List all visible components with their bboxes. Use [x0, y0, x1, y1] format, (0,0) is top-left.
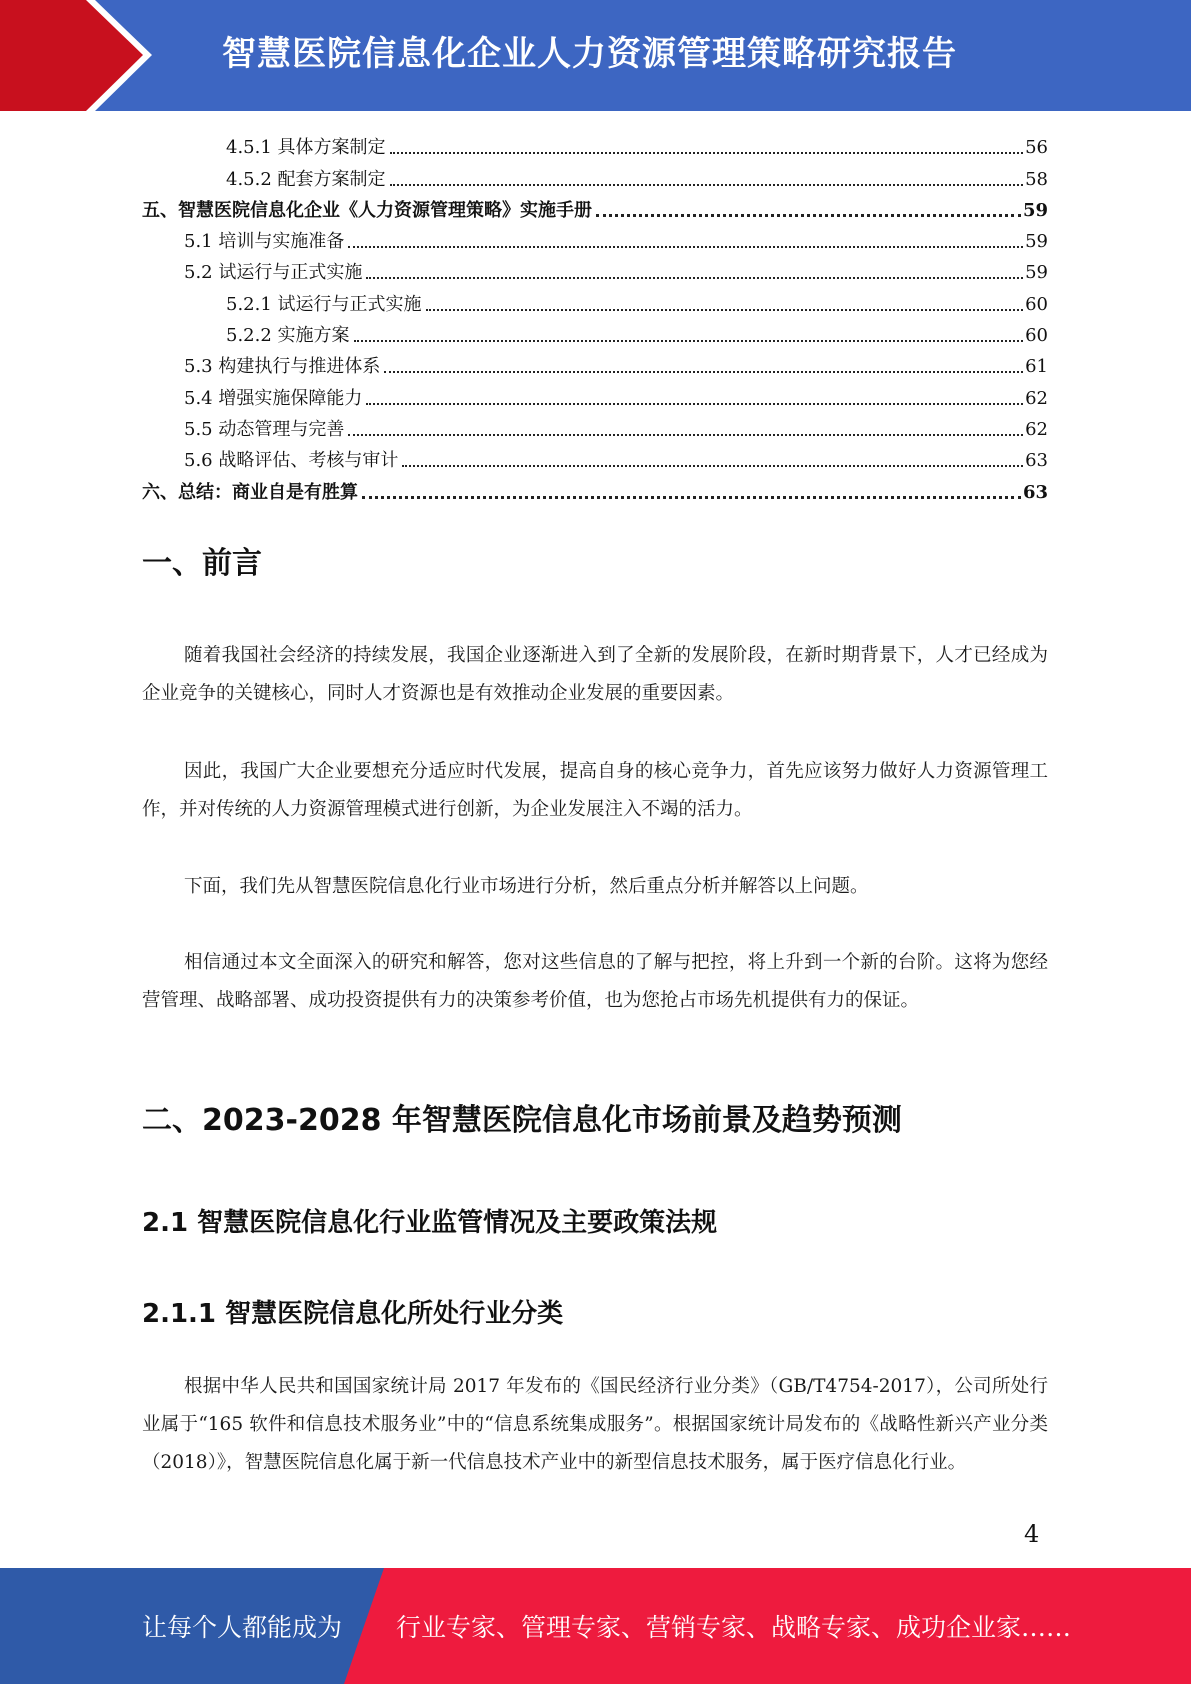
toc-entry-label: 5.4 增强实施保障能力: [184, 387, 363, 409]
toc-dot-leader: [348, 434, 1023, 436]
toc-entry-page-number: 62: [1025, 387, 1048, 409]
toc-entry-label: 4.5.1 具体方案制定: [226, 137, 386, 159]
paragraph: 下面，我们先从智慧医院信息化行业市场进行分析，然后重点分析并解答以上问题。: [184, 876, 869, 897]
toc-dot-leader: [390, 184, 1024, 186]
toc-dot-leader: [366, 403, 1023, 405]
toc-entry-label: 5.2.1 试运行与正式实施: [226, 293, 422, 315]
paragraph: 随着我国社会经济的持续发展，我国企业逐渐进入到了全新的发展阶段，在新时期背景下，人才已经成为企业竞争的关键核心，同时人才资源也是有效推动企业发展的重要因素。: [142, 645, 1048, 704]
section-heading-preface: 一、前言: [142, 546, 262, 581]
toc-entry-page-number: 62: [1025, 418, 1048, 440]
footer-slogan-left: 让每个人都能成为: [142, 1613, 343, 1642]
toc-entry-label: 5.2 试运行与正式实施: [184, 262, 363, 284]
toc-entry-label: 5.5 动态管理与完善: [184, 418, 345, 440]
paragraph: 相信通过本文全面深入的研究和解答，您对这些信息的了解与把控，将上升到一个新的台阶。这将为您经营管理、战略部署、成功投资提供有力的决策参考价值，也为您抢占市场先机提供有力的保证。: [142, 952, 1048, 1011]
toc-entry-label: 六、总结：商业自是有胜算: [142, 481, 358, 503]
page-header: [0, 0, 1191, 111]
toc-entry[interactable]: [142, 472, 1048, 503]
toc-entry-label: 4.5.2 配套方案制定: [226, 168, 386, 190]
toc-entry-page-number: 59: [1025, 262, 1048, 284]
table-of-contents: [142, 128, 1048, 504]
toc-dot-leader: [596, 214, 1021, 217]
toc-entry-label: 5.6 战略评估、考核与审计: [184, 450, 399, 472]
toc-dot-leader: [354, 340, 1024, 342]
toc-entry-page-number: 58: [1025, 168, 1048, 190]
section-heading-market-forecast: 二、2023-2028 年智慧医院信息化市场前景及趋势预测: [142, 1103, 902, 1138]
toc-dot-leader: [402, 465, 1023, 467]
toc-dot-leader: [384, 371, 1023, 373]
toc-entry[interactable]: [142, 253, 1048, 284]
subsection-heading-regulation: 2.1 智慧医院信息化行业监管情况及主要政策法规: [142, 1208, 718, 1238]
toc-entry[interactable]: [142, 316, 1048, 347]
toc-entry-page-number: 61: [1025, 356, 1048, 378]
toc-entry-page-number: 60: [1025, 293, 1048, 315]
toc-entry-page-number: 63: [1025, 450, 1048, 472]
toc-entry[interactable]: [142, 347, 1048, 378]
toc-entry-page-number: 63: [1022, 481, 1048, 503]
toc-entry[interactable]: [142, 410, 1048, 441]
subsection-heading-industry-classification: 2.1.1 智慧医院信息化所处行业分类: [142, 1299, 564, 1329]
toc-dot-leader: [366, 277, 1023, 279]
toc-dot-leader: [426, 309, 1024, 311]
paragraph: 根据中华人民共和国国家统计局 2017 年发布的《国民经济行业分类》（GB/T4754-2017），公司所处行业属于“165 软件和信息技术服务业”中的“信息系统集成服务”。根据国家统计局发布的《战略性新兴产业分类（2018）》，智慧医院信息化属于新一代信息技术产业中的新型信息技术服务，属于医疗信息化行业。: [142, 1376, 1048, 1473]
toc-entry[interactable]: [142, 128, 1048, 159]
toc-entry[interactable]: [142, 441, 1048, 472]
toc-entry[interactable]: [142, 159, 1048, 190]
toc-entry-page-number: 56: [1025, 137, 1048, 159]
toc-entry-label: 5.1 培训与实施准备: [184, 231, 345, 253]
toc-entry-page-number: 59: [1022, 199, 1048, 221]
paragraph: 因此，我国广大企业要想充分适应时代发展，提高自身的核心竞争力，首先应该努力做好人力资源管理工作，并对传统的人力资源管理模式进行创新，为企业发展注入不竭的活力。: [142, 761, 1048, 820]
toc-entry[interactable]: [142, 222, 1048, 253]
footer-slogan-right: 行业专家、管理专家、营销专家、战略专家、成功企业家……: [396, 1613, 1072, 1642]
toc-entry-label: 五、智慧医院信息化企业《人力资源管理策略》实施手册: [142, 199, 592, 221]
toc-entry[interactable]: [142, 191, 1048, 222]
toc-entry-label: 5.3 构建执行与推进体系: [184, 356, 381, 378]
toc-entry[interactable]: [142, 284, 1048, 315]
toc-dot-leader: [348, 246, 1023, 248]
toc-entry-page-number: 59: [1025, 231, 1048, 253]
toc-entry-label: 5.2.2 实施方案: [226, 325, 350, 347]
toc-dot-leader: [362, 496, 1021, 499]
report-title: 智慧医院信息化企业人力资源管理策略研究报告: [222, 34, 957, 74]
toc-entry-page-number: 60: [1025, 325, 1048, 347]
page-footer: [0, 1568, 1191, 1684]
page-number: 4: [1024, 1520, 1040, 1548]
toc-entry[interactable]: [142, 378, 1048, 409]
toc-dot-leader: [390, 152, 1024, 154]
